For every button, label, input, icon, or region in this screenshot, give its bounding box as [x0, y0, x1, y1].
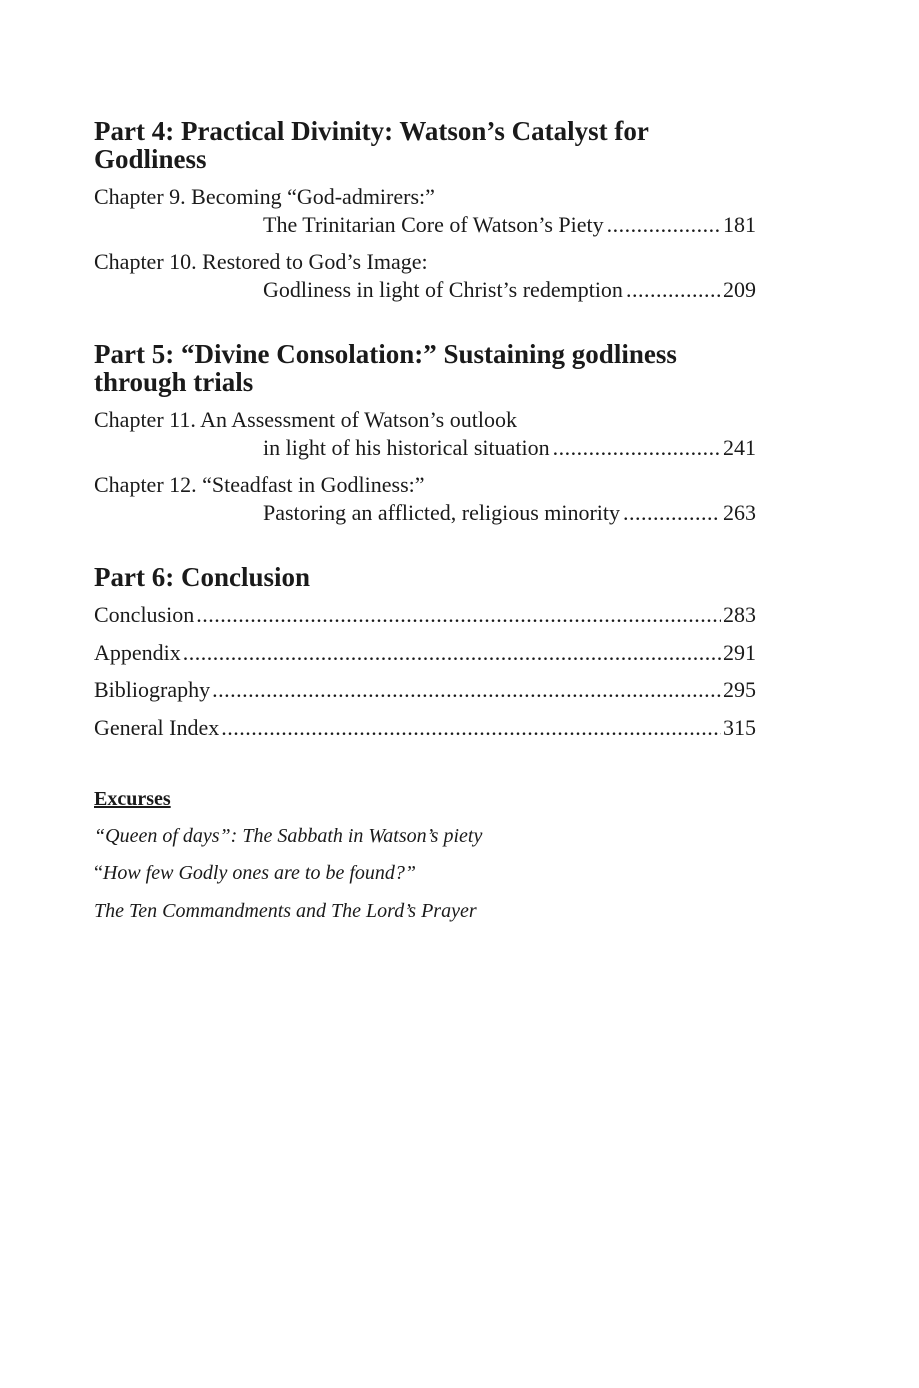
page-number: 315 [723, 714, 756, 740]
dot-leader [196, 601, 721, 629]
dot-leader [553, 434, 720, 462]
entry-label: Conclusion [94, 602, 195, 627]
page-number: 241 [723, 435, 756, 460]
excursus-text: How few Godly ones are to be found?” [102, 862, 417, 884]
chapter-subtitle-row [263, 499, 756, 527]
excurses-heading: Excurses [94, 787, 171, 810]
chapter-subtitle: The Trinitarian Core of Watson’s Piety [263, 212, 604, 237]
page-number: 295 [723, 677, 756, 702]
excursus-item[interactable]: “Queen of days”: The Sabbath in Watson’s piety [94, 824, 483, 847]
table-of-contents [94, 117, 756, 935]
part-6-title: Part 6: Conclusion [94, 562, 310, 592]
dot-leader [623, 499, 720, 527]
dot-leader [221, 714, 721, 742]
toc-entry-conclusion[interactable] [94, 601, 756, 629]
dot-leader [212, 676, 721, 704]
chapter-title: Chapter 9. Becoming “God-admirers:” [94, 184, 435, 209]
page-number: 181 [723, 212, 756, 237]
chapter-title: Chapter 12. “Steadfast in Godliness:” [94, 472, 425, 497]
part-5-section [94, 340, 756, 527]
dot-leader [183, 639, 721, 667]
entry-label: Bibliography [94, 677, 211, 702]
chapter-subtitle: Pastoring an afflicted, religious minority [263, 500, 621, 525]
dot-leader [626, 276, 720, 304]
page-number: 291 [723, 639, 756, 665]
toc-entry-bibliography[interactable] [94, 676, 756, 704]
chapter-subtitle: Godliness in light of Christ’s redemption [263, 277, 623, 302]
part-4-section [94, 117, 756, 304]
toc-entry-general-index[interactable] [94, 714, 756, 742]
part-6-section [94, 563, 756, 742]
toc-entry-appendix[interactable] [94, 639, 756, 667]
toc-chapter-9[interactable] [94, 183, 756, 239]
chapter-title: Chapter 10. Restored to God’s Image: [94, 249, 428, 274]
chapter-subtitle-row [263, 276, 756, 304]
part-5-title: Part 5: “Divine Consolation:” Sustaining godliness through trials [94, 339, 677, 397]
dot-leader [607, 211, 720, 239]
chapter-subtitle-row [263, 434, 756, 462]
chapter-subtitle: in light of his historical situation [263, 435, 550, 460]
entry-label: Appendix [94, 639, 181, 665]
toc-chapter-10[interactable] [94, 248, 756, 304]
excurses-section [94, 786, 756, 924]
page-number: 209 [723, 277, 756, 302]
toc-chapter-12[interactable] [94, 471, 756, 527]
toc-chapter-11[interactable] [94, 406, 756, 462]
page-number: 263 [723, 500, 756, 525]
chapter-title: Chapter 11. An Assessment of Watson’s outlook [94, 407, 517, 432]
excursus-item[interactable] [94, 860, 756, 886]
chapter-subtitle-row [263, 211, 756, 239]
entry-label: General Index [94, 714, 220, 740]
page-number: 283 [723, 602, 756, 627]
excursus-item[interactable]: The Ten Commandments and The Lord’s Prayer [94, 899, 477, 922]
opening-quote: “ [94, 862, 103, 884]
part-4-title: Part 4: Practical Divinity: Watson’s Catalyst for Godliness [94, 116, 649, 174]
